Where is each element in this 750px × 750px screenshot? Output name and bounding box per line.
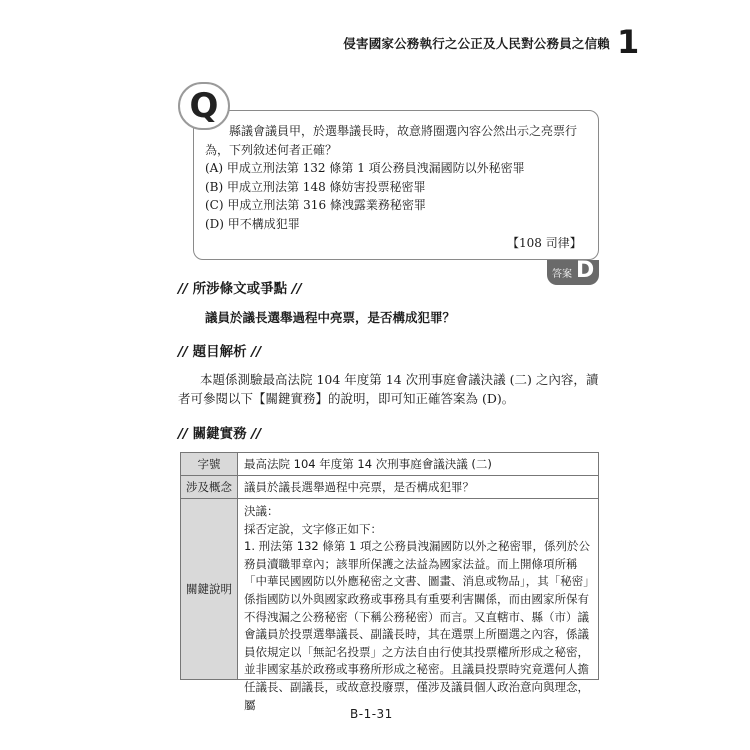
table-row: [181, 476, 599, 499]
page-number: B-1-31: [350, 707, 393, 721]
section-slash: //: [251, 426, 262, 442]
analysis-paragraph: 本題係測驗最高法院 104 年度第 14 次刑事庭會議決議 (二) 之內容，讀者可參閱以下【關鍵實務】的說明，即可知正確答案為 (D)。: [178, 372, 599, 406]
option-b: (B) 甲成立刑法第 148 條妨害投票秘密罪: [205, 179, 426, 194]
section-body-analysis: [178, 370, 606, 408]
resolution-item-1: 1. 刑法第 132 條第 1 項之公務員洩漏國防以外之秘密罪，係列於公務員瀆職罪章內；該罪所保護之法益為國家法益。而上開條項所稱「中華民國國防以外應秘密之文書、圖畫、消息或物品」，其「秘密」係指國防以外與國家政務或事務具有重要利害關係，而由國家所保有不得洩漏之公務秘密（下稱公務秘密）而言。又直轄市、縣（市）議會議員於投票選舉議長、副議長時，其在選票上所圈選之內容，係議員依規定以「無記名投票」之方法自由行使其投票權所形成之秘密，並非國家基於政務或事務所形成之秘密。且議員投票時究竟選何人擔任議長、副議長，或故意投廢票，僅涉及議員個人政治意向與理念，屬: [244, 539, 591, 712]
table-row: [181, 453, 599, 476]
running-header-title: 侵害國家公務執行之公正及人民對公務員之信賴: [343, 36, 610, 51]
section-slash: //: [291, 281, 302, 297]
section-heading-analysis: [178, 340, 261, 360]
resolution-summary: 採否定說，文字修正如下：: [244, 521, 382, 536]
section-slash: //: [251, 344, 262, 360]
section-body-issue: 議員於議長選舉過程中亮票，是否構成犯罪？: [205, 310, 456, 325]
table-head-cell: 涉及概念: [181, 476, 238, 499]
resolution-label: 決議：: [244, 504, 279, 518]
section-title: 關鍵實務: [192, 426, 247, 442]
key-explanation: [244, 503, 592, 712]
answer-label: 答案: [552, 269, 572, 280]
section-slash: //: [178, 281, 188, 297]
table-head-cell: 字號: [181, 453, 238, 476]
section-slash: //: [178, 344, 188, 360]
option-c: (C) 甲成立刑法第 316 條洩露業務秘密罪: [205, 198, 426, 212]
question-stem: 縣議會議員甲，於選舉議長時，故意將圈選內容公然出示之亮票行為，下列敘述何者正確？: [205, 124, 578, 157]
option-d: (D) 甲不構成犯罪: [205, 216, 300, 231]
table-body-cell: 議員於議長選舉過程中亮票，是否構成犯罪？: [238, 476, 599, 499]
table-body-cell: 最高法院 104 年度第 14 次刑事庭會議決議 (二): [238, 453, 599, 476]
table-body-cell: [238, 499, 599, 712]
option-a: (A) 甲成立刑法第 132 條第 1 項公務員洩漏國防以外秘密罪: [205, 161, 525, 175]
question-badge: Q: [178, 82, 230, 130]
answer-letter: D: [576, 258, 595, 283]
answer-tab: [547, 260, 599, 285]
chapter-number: 1: [617, 23, 640, 61]
table-head-cell: 關鍵說明: [181, 499, 238, 680]
question-text: [205, 122, 590, 233]
section-title: 所涉條文或爭點: [192, 281, 288, 297]
section-heading-issue: [178, 277, 302, 297]
question-source: 【108 司律】: [507, 236, 582, 250]
key-practice-table: [180, 452, 599, 712]
table-row: [181, 499, 599, 680]
section-slash: //: [178, 426, 188, 442]
section-heading-key-practice: [178, 422, 261, 442]
section-title: 題目解析: [192, 344, 247, 360]
